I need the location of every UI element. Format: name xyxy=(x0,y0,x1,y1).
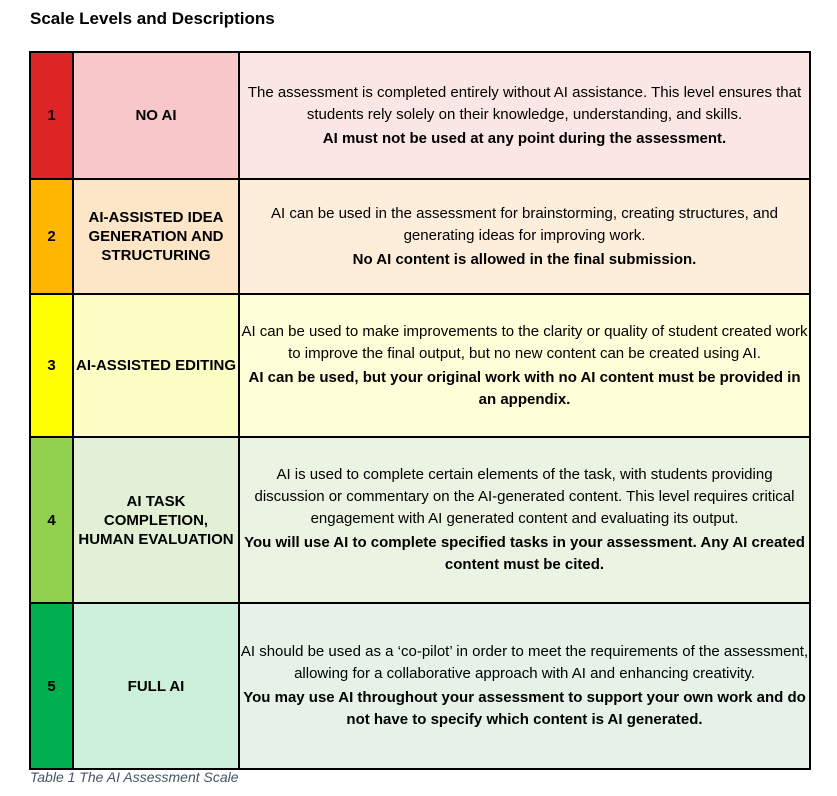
level-description: AI should be used as a ‘co-pilot’ in order to meet the requirements of the assessment, allowing for a collaborative approach with AI and enhancing creativity. xyxy=(240,643,809,682)
level-description-cell xyxy=(239,437,810,603)
page-title: Scale Levels and Descriptions xyxy=(30,9,275,28)
level-description-cell xyxy=(239,179,810,294)
level-number-cell: 5 xyxy=(30,603,73,769)
level-description: AI is used to complete certain elements of the task, with students providing discussion or commentary on the AI-generated content. This level requires critical engagement with AI generated content and evaluating its output. xyxy=(254,466,795,527)
table-row xyxy=(30,603,810,769)
level-number-cell: 1 xyxy=(30,52,73,179)
table-row xyxy=(30,52,810,179)
table-caption: Table 1 The AI Assessment Scale xyxy=(30,769,239,785)
level-rule: AI must not be used at any point during the assessment. xyxy=(322,129,727,147)
level-description-cell xyxy=(239,603,810,769)
level-description: AI can be used in the assessment for brainstorming, creating structures, and generating ideas for improving work. xyxy=(271,204,778,244)
table-row xyxy=(30,294,810,437)
level-rule: No AI content is allowed in the final submission. xyxy=(352,250,697,268)
level-description: The assessment is completed entirely without AI assistance. This level ensures that students rely solely on their knowledge, understanding, and skills. xyxy=(247,83,802,123)
level-name-cell: FULL AI xyxy=(73,603,239,769)
level-number-cell: 2 xyxy=(30,179,73,294)
level-description-cell xyxy=(239,52,810,179)
level-rule: You will use AI to complete specified tasks in your assessment. Any AI created content must be cited. xyxy=(244,534,805,573)
level-rule: AI can be used, but your original work with no AI content must be provided in an appendix. xyxy=(248,368,801,408)
level-name-cell: NO AI xyxy=(73,52,239,179)
level-number-cell: 4 xyxy=(30,437,73,603)
level-number-cell: 3 xyxy=(30,294,73,437)
level-name-cell: AI TASK COMPLETION, HUMAN EVALUATION xyxy=(73,437,239,603)
table-row xyxy=(30,179,810,294)
level-name-cell: AI-ASSISTED EDITING xyxy=(73,294,239,437)
level-rule: You may use AI throughout your assessment to support your own work and do not have to specify which content is AI generated. xyxy=(243,689,806,728)
level-name-cell: AI-ASSISTED IDEA GENERATION AND STRUCTURING xyxy=(73,179,239,294)
level-description: AI can be used to make improvements to the clarity or quality of student created work to improve the final output, but no new content can be created using AI. xyxy=(241,322,808,362)
ai-assessment-scale-table xyxy=(29,51,811,770)
table-row xyxy=(30,437,810,603)
level-description-cell xyxy=(239,294,810,437)
